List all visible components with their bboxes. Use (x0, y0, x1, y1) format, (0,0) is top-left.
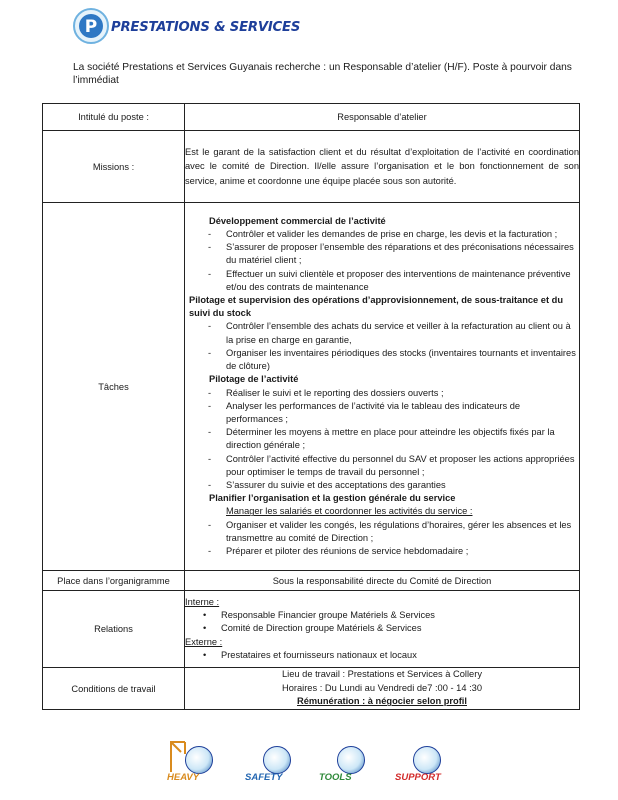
row-taches (43, 203, 580, 571)
brand-support-logo (393, 738, 463, 793)
label-place: Place dans l’organigramme (43, 571, 185, 591)
row-place (43, 571, 580, 591)
label-conditions: Conditions de travail (43, 668, 185, 710)
list-item: • Responsable Financier groupe Matériels & Services (185, 609, 579, 622)
brand-name: SAFETY (245, 772, 283, 783)
list-item: - Déterminer les moyens à mettre en place pour atteindre les objectifs fixés par la direction générale ; (185, 426, 579, 452)
brand-name: TOOLS (319, 772, 352, 783)
row-intitule (43, 104, 580, 131)
brand-name: SUPPORT (395, 772, 441, 783)
list-item: • Prestataires et fournisseurs nationaux et locaux (185, 649, 579, 662)
row-missions (43, 131, 580, 203)
list-item: - Organiser et valider les congés, les régulations d’horaires, gérer les absences et les transmettre au comité de Direction ; (185, 519, 579, 545)
conditions-lieu: Lieu de travail : Prestations et Services à Collery (282, 669, 482, 680)
relations-interne-title: Interne : (185, 596, 220, 607)
conditions-remuneration: Rémunération : à négocier selon profil (297, 696, 467, 707)
row-conditions (43, 668, 580, 710)
list-item: • Comité de Direction groupe Matériels & Services (185, 622, 579, 635)
section-title: Pilotage et supervision des opérations d’approvisionnement, de sous-traitance et du suivi du stock (189, 295, 564, 319)
badge-icon (263, 746, 291, 774)
list-item: - Réaliser le suivi et le reporting des dossiers ouverts ; (185, 387, 579, 400)
badge-icon (413, 746, 441, 774)
brand-logos (165, 738, 475, 798)
list-item: - Contrôler l’ensemble des achats du service et veiller à la refacturation au client ou à la prise en charge en garantie, (185, 320, 579, 346)
list-item: - Organiser les inventaires périodiques des stocks (inventaires tournants et inventaires de clôture) (185, 347, 579, 373)
logo-p-icon (73, 8, 109, 44)
brand-tools-logo (317, 738, 387, 793)
label-relations: Relations (43, 591, 185, 668)
row-relations (43, 591, 580, 668)
value-missions: Est le garant de la satisfaction client et du résultat d’exploitation de l’activité en coordination avec le comité de Direction. Il/elle assure l’organisation et le bon fonctionnement de son service, anime et coordonne une équipe placée sous son autorité. (185, 131, 580, 203)
list-item: - Contrôler l’activité effective du personnel du SAV et proposer les actions appropriées pour optimiser le temps de travail du personnel ; (185, 453, 579, 479)
value-taches (185, 203, 580, 571)
intro-text: La société Prestations et Services Guyanais recherche : un Responsable d’atelier (H/F). Poste à pourvoir dans l’immédiat (73, 62, 572, 86)
badge-icon (185, 746, 213, 774)
section-subtitle: Manager les salariés et coordonner les activités du service : (226, 506, 473, 517)
label-intitule: Intitulé du poste : (43, 104, 185, 131)
crane-icon (167, 738, 187, 772)
job-table (42, 103, 580, 710)
list-item: - Analyser les performances de l’activité via le tableau des indicateurs de performances ; (185, 400, 579, 426)
brand-name: HEAVY (167, 772, 200, 783)
list-item: - S’assurer du suivie et des acceptations des garanties (185, 479, 579, 492)
brand-safety-logo (243, 738, 313, 793)
list-item: - S’assurer de proposer l’ensemble des réparations et des préconisations nécessaires du matériel client ; (185, 241, 579, 267)
value-conditions (185, 668, 580, 710)
section-title: Planifier l’organisation et la gestion générale du service (209, 493, 456, 504)
list-item: - Effectuer un suivi clientèle et proposer des interventions de maintenance préventive et/ou des contrats de maintenance (185, 268, 579, 294)
label-taches: Tâches (43, 203, 185, 571)
badge-icon (337, 746, 365, 774)
label-missions: Missions : (43, 131, 185, 203)
list-item: - Contrôler et valider les demandes de prise en charge, les devis et la facturation ; (185, 228, 579, 241)
value-place: Sous la responsabilité directe du Comité de Direction (185, 571, 580, 591)
svg-text:P: P (84, 17, 98, 37)
value-intitule: Responsable d’atelier (185, 104, 580, 131)
section-title: Développement commercial de l’activité (209, 215, 386, 226)
logo-text: PRESTATIONS & SERVICES (111, 20, 301, 35)
list-item: - Préparer et piloter des réunions de service hebdomadaire ; (185, 545, 579, 558)
conditions-horaires: Horaires : Du Lundi au Vendredi de7 :00 - 14 :30 (281, 682, 482, 693)
section-title: Pilotage de l’activité (209, 374, 299, 385)
value-relations (185, 591, 580, 668)
relations-externe-title: Externe : (185, 636, 223, 647)
brand-heavy-logo (165, 738, 235, 793)
